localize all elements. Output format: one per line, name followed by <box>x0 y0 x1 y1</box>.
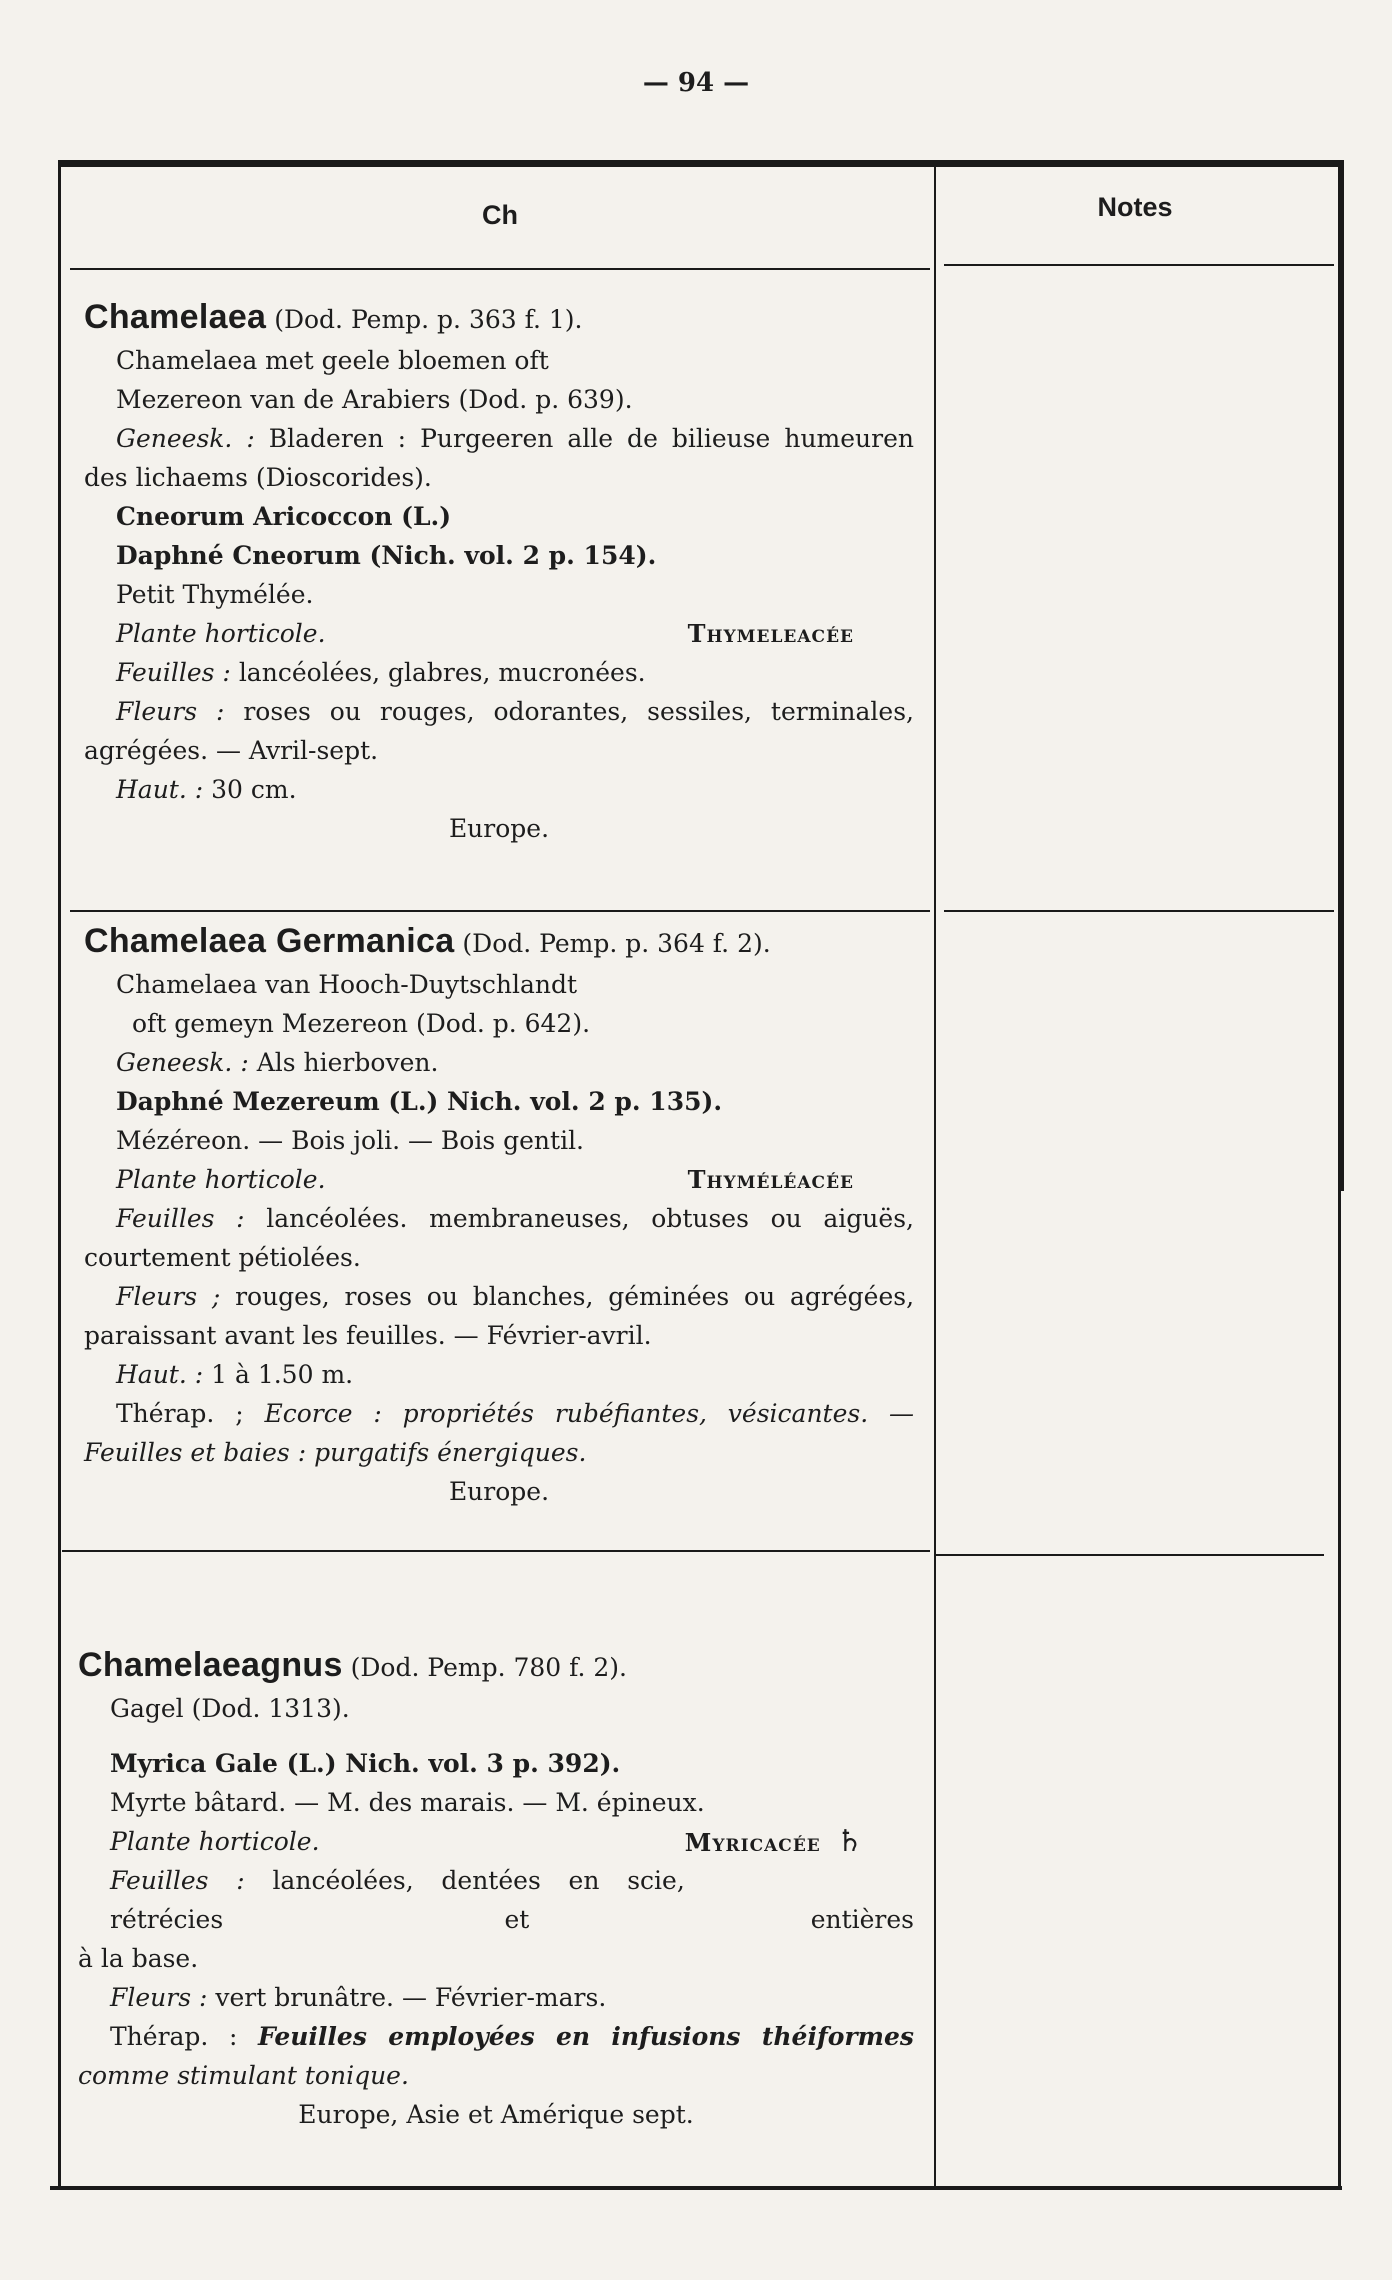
geneesk-text: Als hierboven. <box>256 1048 439 1077</box>
haut-line <box>84 770 914 809</box>
fleurs-text: rouges, roses ou blanches, géminées ou agrégées, <box>235 1282 915 1311</box>
entry-title-reference: (Dod. Pemp. 780 f. 2). <box>350 1653 627 1682</box>
geneesk-line <box>84 1043 914 1082</box>
therap-label: Thérap. ; <box>116 1399 244 1428</box>
entry-title-reference: (Dod. Pemp. p. 363 f. 1). <box>274 305 583 334</box>
feuilles-line <box>84 653 914 692</box>
fleurs-text: roses ou rouges, odorantes, sessiles, terminales, <box>243 697 914 726</box>
table-left-border <box>58 164 61 2186</box>
haut-text: 1 à 1.50 m. <box>211 1360 354 1389</box>
synonym: Daphné Cneorum (Nich. vol. 2 p. 154). <box>116 541 657 570</box>
entry-chamelaeagnus <box>78 1646 914 2134</box>
haut-text: 30 cm. <box>211 775 297 804</box>
therap-text: comme stimulant tonique. <box>78 2061 409 2090</box>
text-line <box>78 2056 914 2095</box>
fleurs-line <box>78 1978 914 2017</box>
region: Europe. <box>448 814 550 843</box>
table-bottom-rule <box>50 2186 1342 2190</box>
family-name: Thymeleacée <box>687 619 854 648</box>
common-name: Petit Thymélée. <box>116 580 314 609</box>
synonym: Myrica Gale (L.) Nich. vol. 3 p. 392). <box>110 1749 621 1778</box>
geneesk-text: Bladeren : Purgeeren alle de bilieuse humeuren <box>268 424 914 453</box>
fleurs-label: Fleurs : <box>116 697 225 726</box>
text-line: courtement pétiolées. <box>84 1243 361 1272</box>
fleurs-text: vert brunâtre. — Février-mars. <box>215 1983 607 2012</box>
plante-label: Plante horticole. <box>110 1827 320 1856</box>
therap-text: Feuilles employées en infusions théiformes <box>257 2022 914 2051</box>
column-header-ch: Ch <box>482 200 518 230</box>
shrub-symbol-icon: ♄ <box>836 1824 864 1859</box>
haut-line <box>84 1355 914 1394</box>
entry-chamelaea-germanica <box>84 922 914 1511</box>
therap-text: Feuilles et baies : purgatifs énergiques. <box>84 1438 587 1467</box>
therap-label: Thérap. : <box>110 2022 238 2051</box>
entry-title: Chamelaea <box>84 298 267 336</box>
family-label: Myricacée <box>684 1828 821 1857</box>
entry-title-reference: (Dod. Pemp. p. 364 f. 2). <box>462 929 771 958</box>
feuilles-label: Feuilles : <box>116 658 231 687</box>
feuilles-text: lancéolées. membraneuses, obtuses ou aiguës, <box>266 1204 914 1233</box>
column-divider <box>934 164 936 2186</box>
table-top-rule <box>58 160 1344 164</box>
entry-title: Chamelaea Germanica <box>84 922 455 960</box>
table-right-border <box>1338 164 1341 2186</box>
feuilles-text: lancéolées, glabres, mucronées. <box>238 658 646 687</box>
geneesk-line <box>84 419 914 458</box>
text-line: à la base. <box>78 1944 199 1973</box>
text-line: des lichaems (Dioscorides). <box>84 463 432 492</box>
separator-1-right <box>944 910 1334 912</box>
synonym: Cneorum Aricoccon (L.) <box>116 502 452 531</box>
feuilles-label: Feuilles : <box>110 1866 245 1895</box>
feuilles-line <box>84 1199 914 1238</box>
feuilles-label: Feuilles : <box>116 1204 245 1233</box>
haut-label: Haut. : <box>116 1360 204 1389</box>
text-line: Gagel (Dod. 1313). <box>110 1694 350 1723</box>
plante-line <box>78 1822 914 1861</box>
feuilles-text: lancéolées, dentées en scie, rétrécies et entières <box>110 1866 914 1934</box>
text-line: Chamelaea met geele bloemen oft <box>116 346 549 375</box>
column-header-notes: Notes <box>1097 192 1173 222</box>
synonym: Daphné Mezereum (L.) Nich. vol. 2 p. 135). <box>116 1087 723 1116</box>
separator-2-right <box>934 1554 1324 1556</box>
therap-line <box>84 1394 914 1433</box>
separator-2-left <box>62 1550 930 1552</box>
therap-line <box>78 2017 914 2056</box>
text-line <box>84 1433 914 1472</box>
text-line: oft gemeyn Mezereon (Dod. p. 642). <box>132 1009 591 1038</box>
plante-line <box>84 1160 914 1199</box>
geneesk-label: Geneesk. : <box>116 1048 249 1077</box>
fleurs-line <box>84 692 914 731</box>
plante-label: Plante horticole. <box>116 619 326 648</box>
header-rule-right <box>944 264 1334 266</box>
page-number: — 94 — <box>642 68 750 98</box>
header-rule-left <box>70 268 930 270</box>
common-name: Myrte bâtard. — M. des marais. — M. épineux. <box>110 1788 705 1817</box>
region: Europe. <box>448 1477 550 1506</box>
region: Europe, Asie et Amérique sept. <box>298 2100 694 2129</box>
text-line: agrégées. — Avril-sept. <box>84 736 379 765</box>
fleurs-label: Fleurs : <box>110 1983 208 2012</box>
text-line: Chamelaea van Hooch-Duytschlandt <box>116 970 578 999</box>
plante-line <box>84 614 914 653</box>
plante-label: Plante horticole. <box>116 1165 326 1194</box>
text-line: paraissant avant les feuilles. — Février-avril. <box>84 1321 652 1350</box>
feuilles-line <box>78 1861 914 1939</box>
fleurs-label: Fleurs ; <box>116 1282 221 1311</box>
family-name: Thyméléacée <box>687 1165 854 1194</box>
text-line: Mezereon van de Arabiers (Dod. p. 639). <box>116 385 633 414</box>
entry-title: Chamelaeagnus <box>78 1646 343 1684</box>
therap-text: Ecorce : propriétés rubéfiantes, vésicantes. — <box>264 1399 914 1428</box>
common-name: Mézéreon. — Bois joli. — Bois gentil. <box>116 1126 585 1155</box>
family-name <box>685 1822 864 1862</box>
geneesk-label: Geneesk. : <box>116 424 255 453</box>
separator-1-left <box>70 910 930 912</box>
haut-label: Haut. : <box>116 775 204 804</box>
entry-chamelaea <box>84 298 914 848</box>
fleurs-line <box>84 1277 914 1316</box>
